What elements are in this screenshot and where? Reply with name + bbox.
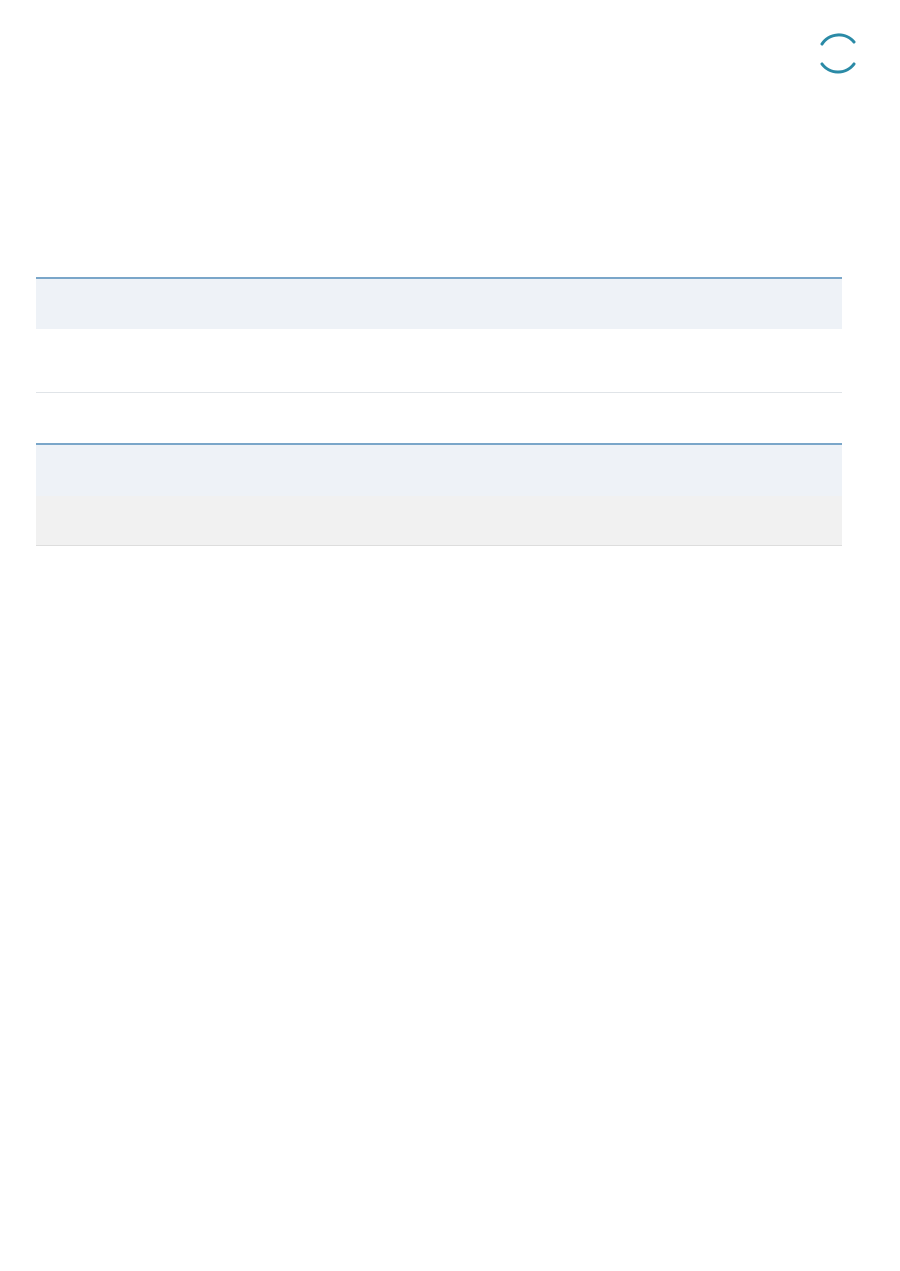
basic-info-header	[36, 277, 842, 329]
basic-info-row-1	[36, 328, 842, 393]
sml-logo	[814, 30, 862, 76]
basic-info-row-2	[36, 393, 842, 444]
result-header	[36, 443, 842, 497]
dept-row	[36, 496, 842, 546]
